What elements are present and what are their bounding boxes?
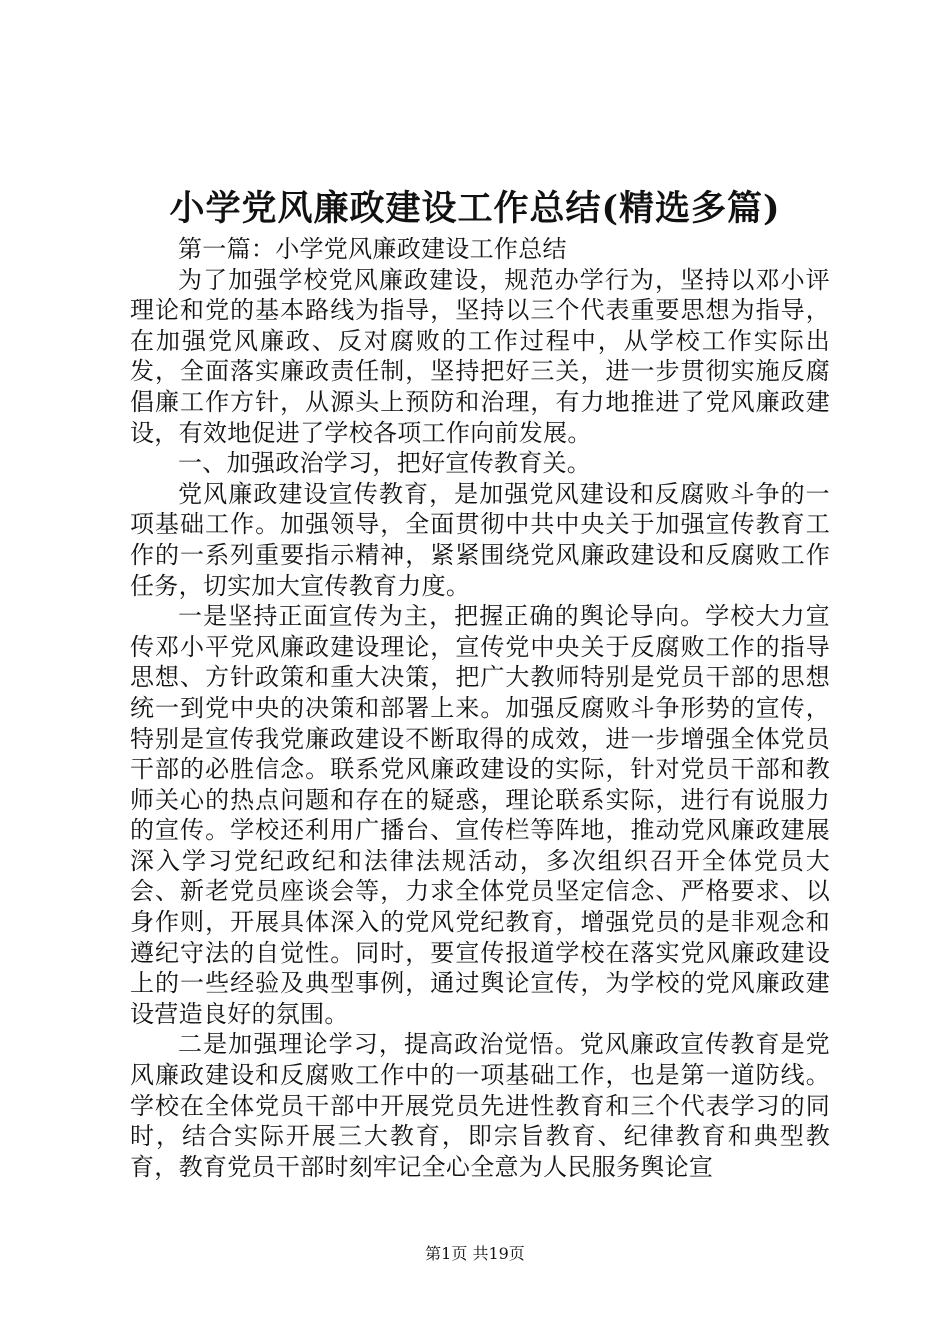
- paragraph: 一是坚持正面宣传为主，把握正确的舆论导向。学校大力宣传邓小平党风廉政建设理论，宣传党中央关于反腐败工作的指导思想、方针政策和重大决策，把广大教师特别是党员干部的思想统一到党中央的决策和部署上来。加强反腐败斗争形势的宣传，特别是宣传我党廉政建设不断取得的成效，进一步增强全体党员干部的必胜信念。联系党风廉政建设的实际，针对党员干部和教师关心的热点问题和存在的疑惑，理论联系实际，进行有说服力的宣传。学校还利用广播台、宣传栏等阵地，推动党风廉政建展深入学习党纪政纪和法律法规活动，多次组织召开全体党员大会、新老党员座谈会等，力求全体党员坚定信念、严格要求、以身作则，开展具体深入的党风党纪教育，增强党员的是非观念和遵纪守法的自觉性。同时，要宣传报道学校在落实党风廉政建设上的一些经验及典型事例，通过舆论宣传，为学校的党风廉政建设营造良好的氛围。: [130, 602, 830, 1028]
- document-body: [130, 234, 830, 1182]
- paragraph: 党风廉政建设宣传教育，是加强党风建设和反腐败斗争的一项基础工作。加强领导，全面贯彻中共中央关于加强宣传教育工作的一系列重要指示精神，紧紧围绕党风廉政建设和反腐败工作任务，切实加大宣传教育力度。: [130, 479, 830, 600]
- subsection-heading: 一、加强政治学习，把好宣传教育关。: [178, 449, 592, 478]
- page-footer: 第1页 共19页: [425, 1244, 525, 1263]
- paragraph: 为了加强学校党风廉政建设，规范办学行为，坚持以邓小评理论和党的基本路线为指导，坚持以三个代表重要思想为指导，在加强党风廉政、反对腐败的工作过程中，从学校工作实际出发，全面落实廉政责任制，坚持把好三关，进一步贯彻实施反腐倡廉工作方针，从源头上预防和治理，有力地推进了党风廉政建设，有效地促进了学校各项工作向前发展。: [130, 265, 830, 447]
- section-heading: 第一篇：小学党风廉政建设工作总结: [178, 235, 567, 263]
- paragraph: 二是加强理论学习，提高政治觉悟。党风廉政宣传教育是党风廉政建设和反腐败工作中的一项基础工作，也是第一道防线。学校在全体党员干部中开展党员先进性教育和三个代表学习的同时，结合实际开展三大教育，即宗旨教育、纪律教育和典型教育，教育党员干部时刻牢记全心全意为人民服务舆论宣: [130, 1030, 830, 1181]
- document-title: 小学党风廉政建设工作总结(精选多篇): [169, 188, 781, 229]
